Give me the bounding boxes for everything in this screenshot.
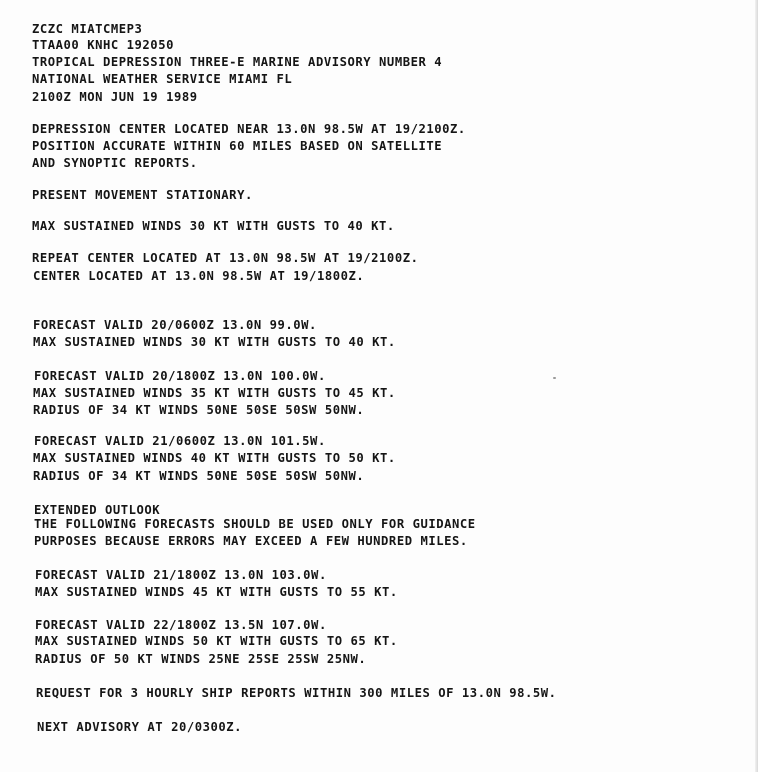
- movement-line: PRESENT MOVEMENT STATIONARY.: [32, 188, 253, 202]
- repeat-center-line: REPEAT CENTER LOCATED AT 13.0N 98.5W AT 19/2100Z.: [32, 251, 419, 265]
- forecast-2-radius: RADIUS OF 34 KT WINDS 50NE 50SE 50SW 50NW.: [33, 403, 365, 417]
- issue-time: 2100Z MON JUN 19 1989: [32, 90, 198, 104]
- position-accuracy-line: POSITION ACCURATE WITHIN 60 MILES BASED ON SATELLITE: [32, 139, 443, 153]
- ext-forecast-2-radius: RADIUS OF 50 KT WINDS 25NE 25SE 25SW 25NW.: [35, 652, 367, 666]
- header-line-2: TTAA00 KNHC 192050: [32, 38, 174, 52]
- forecast-3-winds: MAX SUSTAINED WINDS 40 KT WITH GUSTS TO 50 KT.: [33, 451, 396, 465]
- outlook-title: EXTENDED OUTLOOK: [34, 503, 161, 517]
- forecast-3-radius: RADIUS OF 34 KT WINDS 50NE 50SE 50SW 50NW.: [33, 469, 365, 483]
- outlook-line-1: THE FOLLOWING FORECASTS SHOULD BE USED ONLY FOR GUIDANCE: [34, 517, 476, 531]
- ship-reports-request: REQUEST FOR 3 HOURLY SHIP REPORTS WITHIN 300 MILES OF 13.0N 98.5W.: [36, 686, 557, 700]
- center-1800z-line: CENTER LOCATED AT 13.0N 98.5W AT 19/1800Z.: [33, 269, 365, 283]
- ext-forecast-1-valid: FORECAST VALID 21/1800Z 13.0N 103.0W.: [35, 568, 327, 582]
- issuing-office: NATIONAL WEATHER SERVICE MIAMI FL: [32, 72, 293, 86]
- max-winds-line: MAX SUSTAINED WINDS 30 KT WITH GUSTS TO 40 KT.: [32, 219, 395, 233]
- synoptic-reports-line: AND SYNOPTIC REPORTS.: [32, 156, 198, 170]
- scan-speck: [553, 377, 556, 379]
- forecast-1-winds: MAX SUSTAINED WINDS 30 KT WITH GUSTS TO 40 KT.: [33, 335, 396, 349]
- ext-forecast-2-winds: MAX SUSTAINED WINDS 50 KT WITH GUSTS TO 65 KT.: [35, 634, 398, 648]
- advisory-title: TROPICAL DEPRESSION THREE-E MARINE ADVISORY NUMBER 4: [32, 55, 443, 69]
- forecast-1-valid: FORECAST VALID 20/0600Z 13.0N 99.0W.: [33, 318, 317, 332]
- next-advisory-line: NEXT ADVISORY AT 20/0300Z.: [37, 720, 243, 734]
- outlook-line-2: PURPOSES BECAUSE ERRORS MAY EXCEED A FEW HUNDRED MILES.: [34, 534, 468, 548]
- header-line-1: ZCZC MIATCMEP3: [32, 22, 143, 36]
- ext-forecast-2-valid: FORECAST VALID 22/1800Z 13.5N 107.0W.: [35, 618, 327, 632]
- center-location-line: DEPRESSION CENTER LOCATED NEAR 13.0N 98.5W AT 19/2100Z.: [32, 122, 466, 136]
- forecast-2-valid: FORECAST VALID 20/1800Z 13.0N 100.0W.: [34, 369, 326, 383]
- ext-forecast-1-winds: MAX SUSTAINED WINDS 45 KT WITH GUSTS TO 55 KT.: [35, 585, 398, 599]
- forecast-3-valid: FORECAST VALID 21/0600Z 13.0N 101.5W.: [34, 434, 326, 448]
- forecast-2-winds: MAX SUSTAINED WINDS 35 KT WITH GUSTS TO 45 KT.: [33, 386, 396, 400]
